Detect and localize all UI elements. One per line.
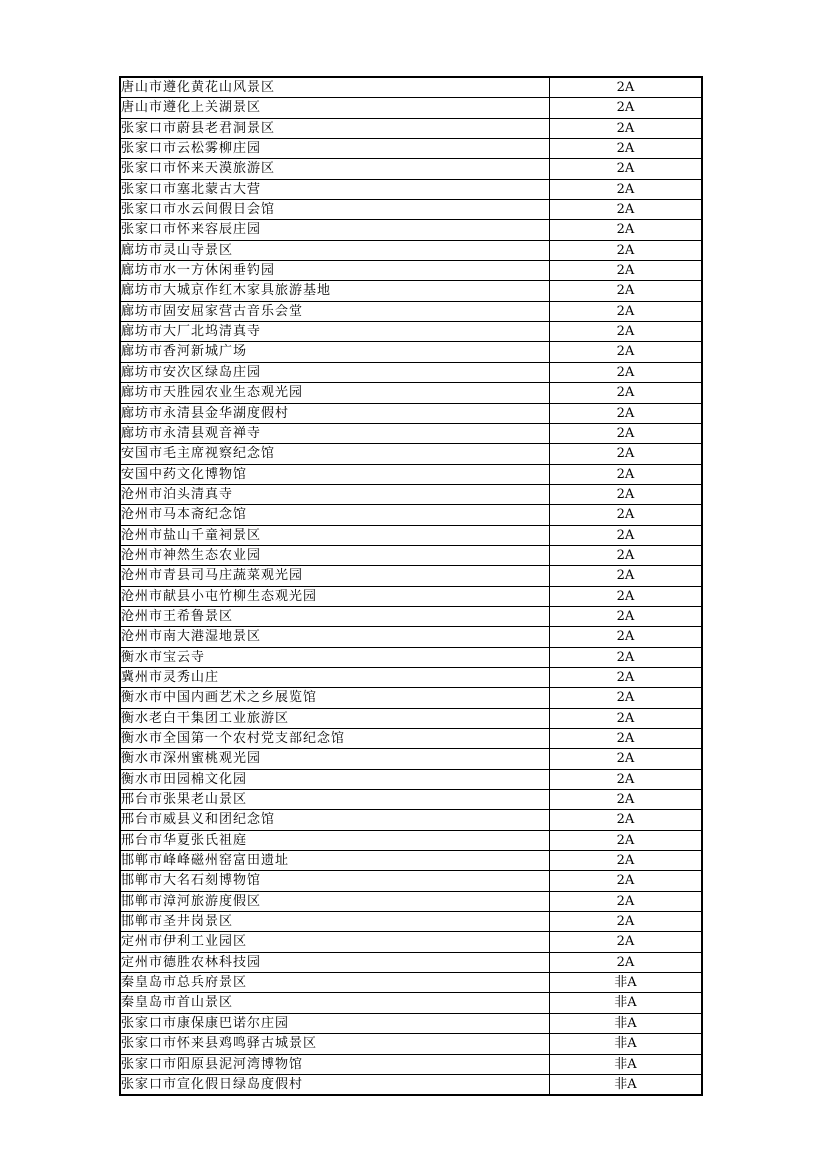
table-row xyxy=(120,749,702,769)
scenic-area-name-cell: 衡水市深州蜜桃观光园 xyxy=(120,749,550,769)
rating-cell: 2A xyxy=(550,790,703,810)
scenic-area-name-cell: 沧州市泊头清真寺 xyxy=(120,484,550,504)
rating-cell: 2A xyxy=(550,830,703,850)
table-row xyxy=(120,159,702,179)
scenic-area-name-cell: 沧州市马本斋纪念馆 xyxy=(120,505,550,525)
scenic-area-name-cell: 沧州市南大港湿地景区 xyxy=(120,627,550,647)
table-row xyxy=(120,627,702,647)
table-row xyxy=(120,464,702,484)
table-row xyxy=(120,261,702,281)
scenic-area-name-cell: 唐山市遵化黄花山风景区 xyxy=(120,77,550,98)
table-row xyxy=(120,688,702,708)
rating-cell: 2A xyxy=(550,586,703,606)
table-row xyxy=(120,423,702,443)
scenic-area-name-cell: 廊坊市安次区绿岛庄园 xyxy=(120,362,550,382)
scenic-area-name-cell: 张家口市康保康巴诺尔庄园 xyxy=(120,1013,550,1033)
rating-cell: 2A xyxy=(550,688,703,708)
table-row xyxy=(120,322,702,342)
scenic-area-name-cell: 定州市伊利工业园区 xyxy=(120,932,550,952)
table-row xyxy=(120,1074,702,1095)
rating-cell: 2A xyxy=(550,871,703,891)
scenic-area-rating-table-body xyxy=(120,77,702,1095)
scenic-area-name-cell: 邯郸市圣井岗景区 xyxy=(120,912,550,932)
rating-cell: 2A xyxy=(550,322,703,342)
scenic-area-name-cell: 沧州市献县小屯竹柳生态观光园 xyxy=(120,586,550,606)
scenic-area-name-cell: 邢台市华夏张氏祖庭 xyxy=(120,830,550,850)
table-row xyxy=(120,139,702,159)
rating-cell: 2A xyxy=(550,464,703,484)
rating-cell: 2A xyxy=(550,98,703,118)
scenic-area-name-cell: 张家口市水云间假日会馆 xyxy=(120,200,550,220)
table-row xyxy=(120,403,702,423)
scenic-area-name-cell: 冀州市灵秀山庄 xyxy=(120,667,550,687)
scenic-area-name-cell: 邯郸市漳河旅游度假区 xyxy=(120,891,550,911)
rating-cell: 2A xyxy=(550,444,703,464)
table-row xyxy=(120,281,702,301)
rating-cell: 2A xyxy=(550,851,703,871)
rating-cell: 2A xyxy=(550,403,703,423)
rating-cell: 2A xyxy=(550,159,703,179)
scenic-area-name-cell: 张家口市怀来容辰庄园 xyxy=(120,220,550,240)
scenic-area-name-cell: 衡水市全国第一个农村党支部纪念馆 xyxy=(120,729,550,749)
rating-cell: 2A xyxy=(550,891,703,911)
table-row xyxy=(120,179,702,199)
table-row xyxy=(120,525,702,545)
scenic-area-name-cell: 定州市德胜农林科技园 xyxy=(120,952,550,972)
scenic-area-name-cell: 秦皇岛市总兵府景区 xyxy=(120,973,550,993)
rating-cell: 2A xyxy=(550,545,703,565)
table-row xyxy=(120,566,702,586)
rating-cell: 2A xyxy=(550,566,703,586)
rating-cell: 2A xyxy=(550,240,703,260)
table-row xyxy=(120,342,702,362)
rating-cell: 2A xyxy=(550,525,703,545)
table-row xyxy=(120,993,702,1013)
rating-cell: 2A xyxy=(550,749,703,769)
table-row xyxy=(120,545,702,565)
rating-cell: 非A xyxy=(550,973,703,993)
table-row xyxy=(120,444,702,464)
table-row xyxy=(120,851,702,871)
rating-cell: 2A xyxy=(550,220,703,240)
table-row xyxy=(120,769,702,789)
table-row xyxy=(120,790,702,810)
scenic-area-name-cell: 沧州市青县司马庄蔬菜观光园 xyxy=(120,566,550,586)
table-row xyxy=(120,118,702,138)
scenic-area-rating-table xyxy=(119,76,703,1096)
scenic-area-name-cell: 唐山市遵化上关湖景区 xyxy=(120,98,550,118)
table-row xyxy=(120,606,702,626)
table-row xyxy=(120,301,702,321)
rating-cell: 2A xyxy=(550,423,703,443)
table-row xyxy=(120,240,702,260)
table-row xyxy=(120,98,702,118)
rating-cell: 2A xyxy=(550,281,703,301)
rating-cell: 2A xyxy=(550,301,703,321)
rating-cell: 非A xyxy=(550,1013,703,1033)
scenic-area-name-cell: 廊坊市水一方休闲垂钓园 xyxy=(120,261,550,281)
scenic-area-name-cell: 廊坊市灵山寺景区 xyxy=(120,240,550,260)
table-row xyxy=(120,932,702,952)
rating-cell: 非A xyxy=(550,993,703,1013)
rating-cell: 2A xyxy=(550,932,703,952)
rating-cell: 2A xyxy=(550,708,703,728)
rating-cell: 2A xyxy=(550,952,703,972)
scenic-area-name-cell: 廊坊市香河新城广场 xyxy=(120,342,550,362)
table-row xyxy=(120,505,702,525)
rating-cell: 2A xyxy=(550,627,703,647)
table-row xyxy=(120,952,702,972)
table-row xyxy=(120,708,702,728)
table-row xyxy=(120,891,702,911)
scenic-area-name-cell: 秦皇岛市首山景区 xyxy=(120,993,550,1013)
table-row xyxy=(120,1034,702,1054)
rating-cell: 非A xyxy=(550,1074,703,1095)
scenic-area-name-cell: 廊坊市天胜园农业生态观光园 xyxy=(120,383,550,403)
scenic-area-name-cell: 安国中药文化博物馆 xyxy=(120,464,550,484)
table-row xyxy=(120,220,702,240)
table-row xyxy=(120,871,702,891)
scenic-area-name-cell: 张家口市云松雾柳庄园 xyxy=(120,139,550,159)
rating-cell: 非A xyxy=(550,1034,703,1054)
table-row xyxy=(120,830,702,850)
scenic-area-name-cell: 廊坊市大城京作红木家具旅游基地 xyxy=(120,281,550,301)
rating-cell: 2A xyxy=(550,667,703,687)
rating-cell: 2A xyxy=(550,200,703,220)
scenic-area-name-cell: 衡水市宝云寺 xyxy=(120,647,550,667)
table-row xyxy=(120,77,702,98)
scenic-area-name-cell: 沧州市神然生态农业园 xyxy=(120,545,550,565)
rating-cell: 2A xyxy=(550,729,703,749)
scenic-area-name-cell: 廊坊市永清县金华湖度假村 xyxy=(120,403,550,423)
scenic-area-name-cell: 廊坊市永清县观音禅寺 xyxy=(120,423,550,443)
rating-cell: 2A xyxy=(550,139,703,159)
table-row xyxy=(120,667,702,687)
table-row xyxy=(120,647,702,667)
rating-cell: 2A xyxy=(550,118,703,138)
scenic-area-name-cell: 张家口市宣化假日绿岛度假村 xyxy=(120,1074,550,1095)
scenic-area-name-cell: 张家口市怀来天漠旅游区 xyxy=(120,159,550,179)
scenic-area-name-cell: 张家口市怀来县鸡鸣驿古城景区 xyxy=(120,1034,550,1054)
scenic-area-name-cell: 沧州市王希鲁景区 xyxy=(120,606,550,626)
rating-cell: 2A xyxy=(550,179,703,199)
scenic-area-name-cell: 衡水市田园棉文化园 xyxy=(120,769,550,789)
rating-cell: 2A xyxy=(550,647,703,667)
scenic-area-name-cell: 张家口市塞北蒙古大营 xyxy=(120,179,550,199)
scenic-area-name-cell: 邢台市张果老山景区 xyxy=(120,790,550,810)
rating-cell: 2A xyxy=(550,769,703,789)
scenic-area-name-cell: 廊坊市固安屈家营古音乐会堂 xyxy=(120,301,550,321)
rating-cell: 2A xyxy=(550,77,703,98)
scenic-area-name-cell: 张家口市阳原县泥河湾博物馆 xyxy=(120,1054,550,1074)
scenic-area-name-cell: 安国市毛主席视察纪念馆 xyxy=(120,444,550,464)
table-row xyxy=(120,1013,702,1033)
scenic-area-name-cell: 邯郸市大名石刻博物馆 xyxy=(120,871,550,891)
table-row xyxy=(120,973,702,993)
scenic-area-name-cell: 邯郸市峰峰磁州窑富田遗址 xyxy=(120,851,550,871)
table-row xyxy=(120,362,702,382)
table-row xyxy=(120,912,702,932)
scenic-area-name-cell: 衡水老白干集团工业旅游区 xyxy=(120,708,550,728)
rating-cell: 2A xyxy=(550,261,703,281)
rating-cell: 2A xyxy=(550,810,703,830)
table-row xyxy=(120,484,702,504)
table-row xyxy=(120,586,702,606)
rating-cell: 2A xyxy=(550,484,703,504)
rating-cell: 2A xyxy=(550,342,703,362)
rating-cell: 2A xyxy=(550,505,703,525)
rating-cell: 2A xyxy=(550,606,703,626)
scenic-area-name-cell: 衡水市中国内画艺术之乡展览馆 xyxy=(120,688,550,708)
scenic-area-name-cell: 沧州市盐山千童祠景区 xyxy=(120,525,550,545)
scenic-area-name-cell: 廊坊市大厂北坞清真寺 xyxy=(120,322,550,342)
table-row xyxy=(120,200,702,220)
scenic-area-name-cell: 张家口市蔚县老君洞景区 xyxy=(120,118,550,138)
scenic-area-name-cell: 邢台市威县义和团纪念馆 xyxy=(120,810,550,830)
rating-cell: 非A xyxy=(550,1054,703,1074)
rating-cell: 2A xyxy=(550,912,703,932)
rating-cell: 2A xyxy=(550,383,703,403)
rating-cell: 2A xyxy=(550,362,703,382)
table-row xyxy=(120,383,702,403)
table-row xyxy=(120,1054,702,1074)
table-row xyxy=(120,810,702,830)
table-row xyxy=(120,729,702,749)
